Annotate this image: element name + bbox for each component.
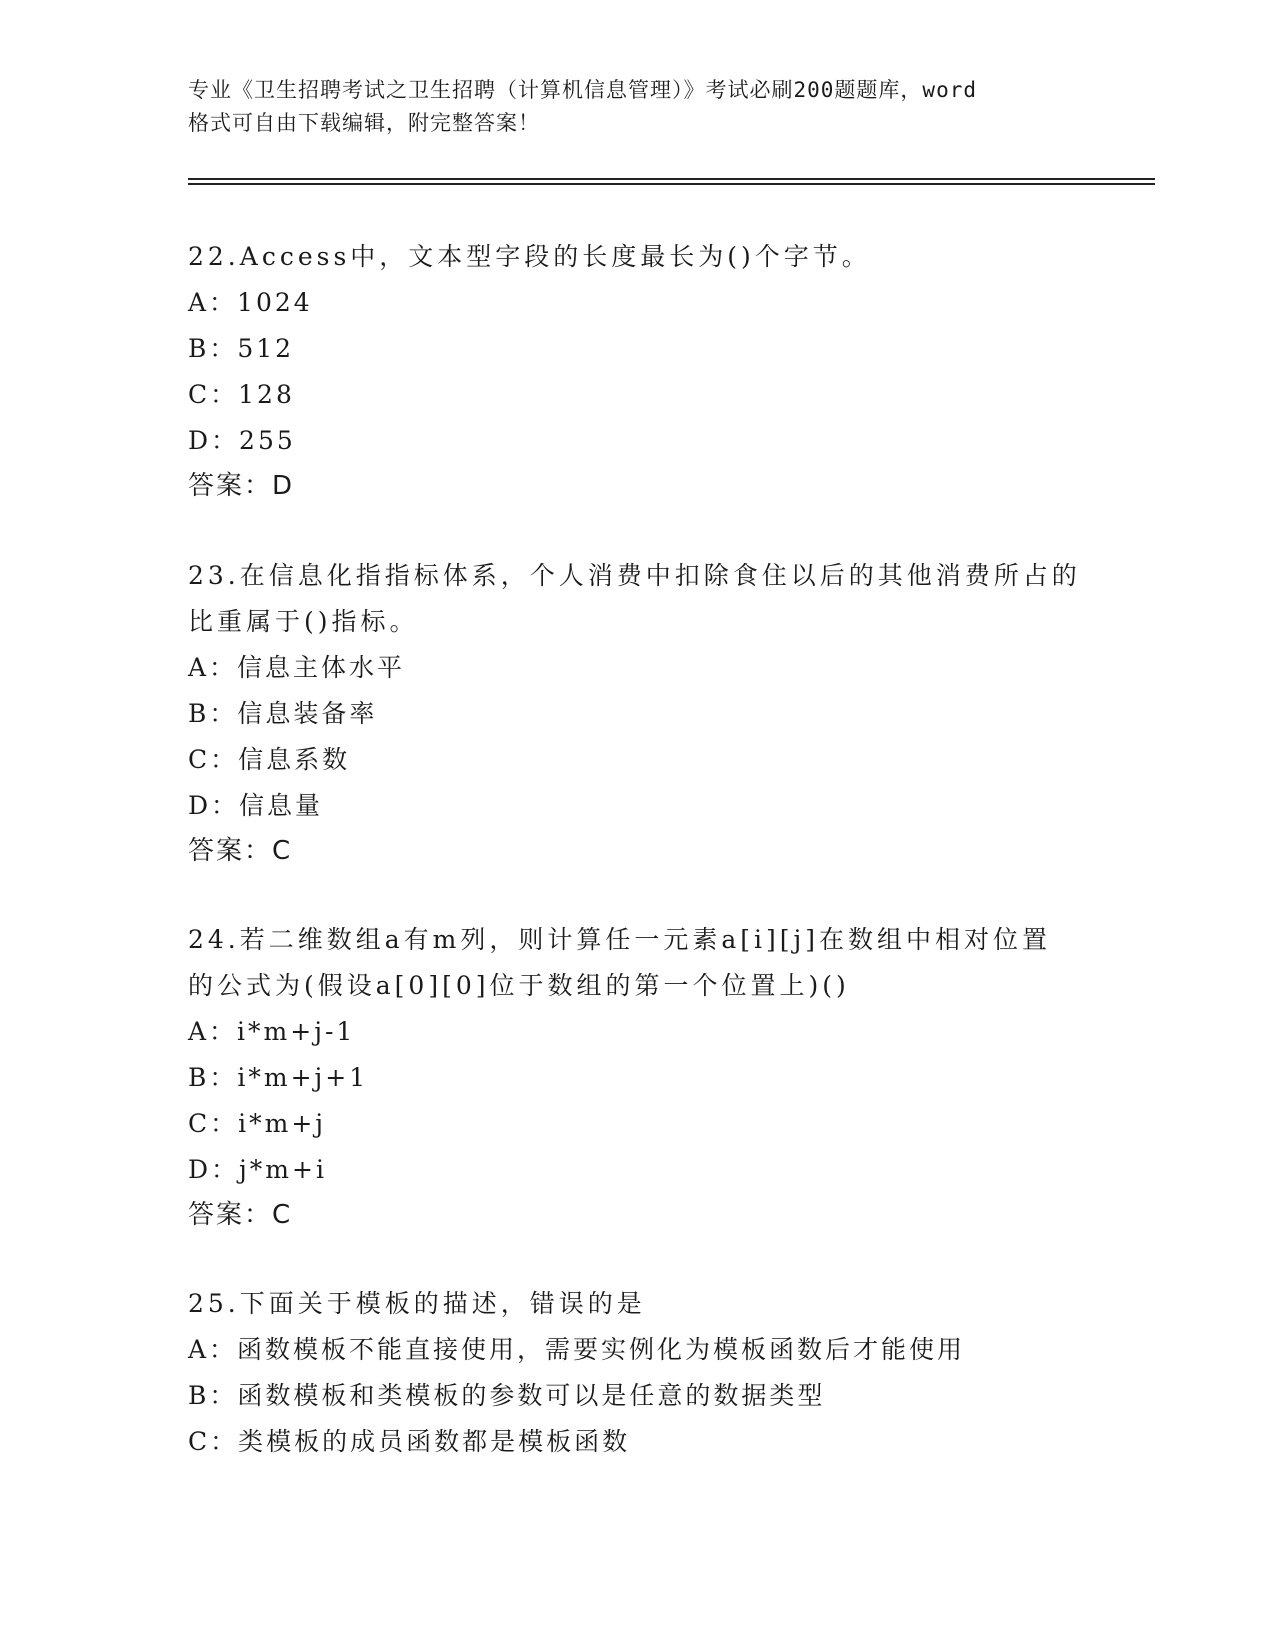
question-text: 23.在信息化指指标体系，个人消费中扣除食住以后的其他消费所占的 [188, 561, 1081, 590]
question-text: 25.下面关于模板的描述，错误的是 [188, 1289, 646, 1318]
header-divider-bottom [188, 183, 1155, 185]
question-text-continued: 的公式为(假设a[0][0]位于数组的第一个位置上)() [188, 971, 850, 1000]
question-text: 22.Access中，文本型字段的长度最长为()个字节。 [188, 242, 871, 271]
question-text-continued: 比重属于()指标。 [188, 607, 419, 636]
answer: 答案：C [188, 836, 293, 866]
question-23 [188, 553, 1088, 873]
option-b: B：信息装备率 [188, 699, 378, 728]
question-24 [188, 917, 1088, 1237]
question-22 [188, 234, 1088, 508]
option-c: C：128 [188, 380, 295, 409]
header-line-1: 专业《卫生招聘考试之卫生招聘（计算机信息管理）》考试必刷200题题库，word [188, 78, 977, 102]
header-divider-top [188, 178, 1155, 180]
answer: 答案：C [188, 1200, 293, 1230]
option-d: D：j*m+i [188, 1155, 327, 1184]
option-d: D：255 [188, 426, 296, 455]
answer: 答案：D [188, 471, 295, 501]
question-text: 24.若二维数组a有m列，则计算任一元素a[i][j]在数组中相对位置 [188, 925, 1052, 954]
option-c: C：类模板的成员函数都是模板函数 [188, 1427, 631, 1456]
option-d: D：信息量 [188, 791, 324, 820]
option-a: A：信息主体水平 [188, 653, 406, 682]
option-b: B：i*m+j+1 [188, 1063, 369, 1092]
option-a: A：函数模板不能直接使用，需要实例化为模板函数后才能使用 [188, 1335, 966, 1364]
question-25 [188, 1281, 1088, 1465]
option-c: C：i*m+j [188, 1109, 327, 1138]
option-a: A：i*m+j-1 [188, 1017, 356, 1046]
option-c: C：信息系数 [188, 745, 351, 774]
header-line-2: 格式可自由下载编辑，附完整答案！ [188, 111, 540, 135]
option-a: A：1024 [188, 288, 313, 317]
option-b: B：函数模板和类模板的参数可以是任意的数据类型 [188, 1381, 826, 1410]
option-b: B：512 [188, 334, 295, 363]
document-header [188, 74, 1088, 140]
